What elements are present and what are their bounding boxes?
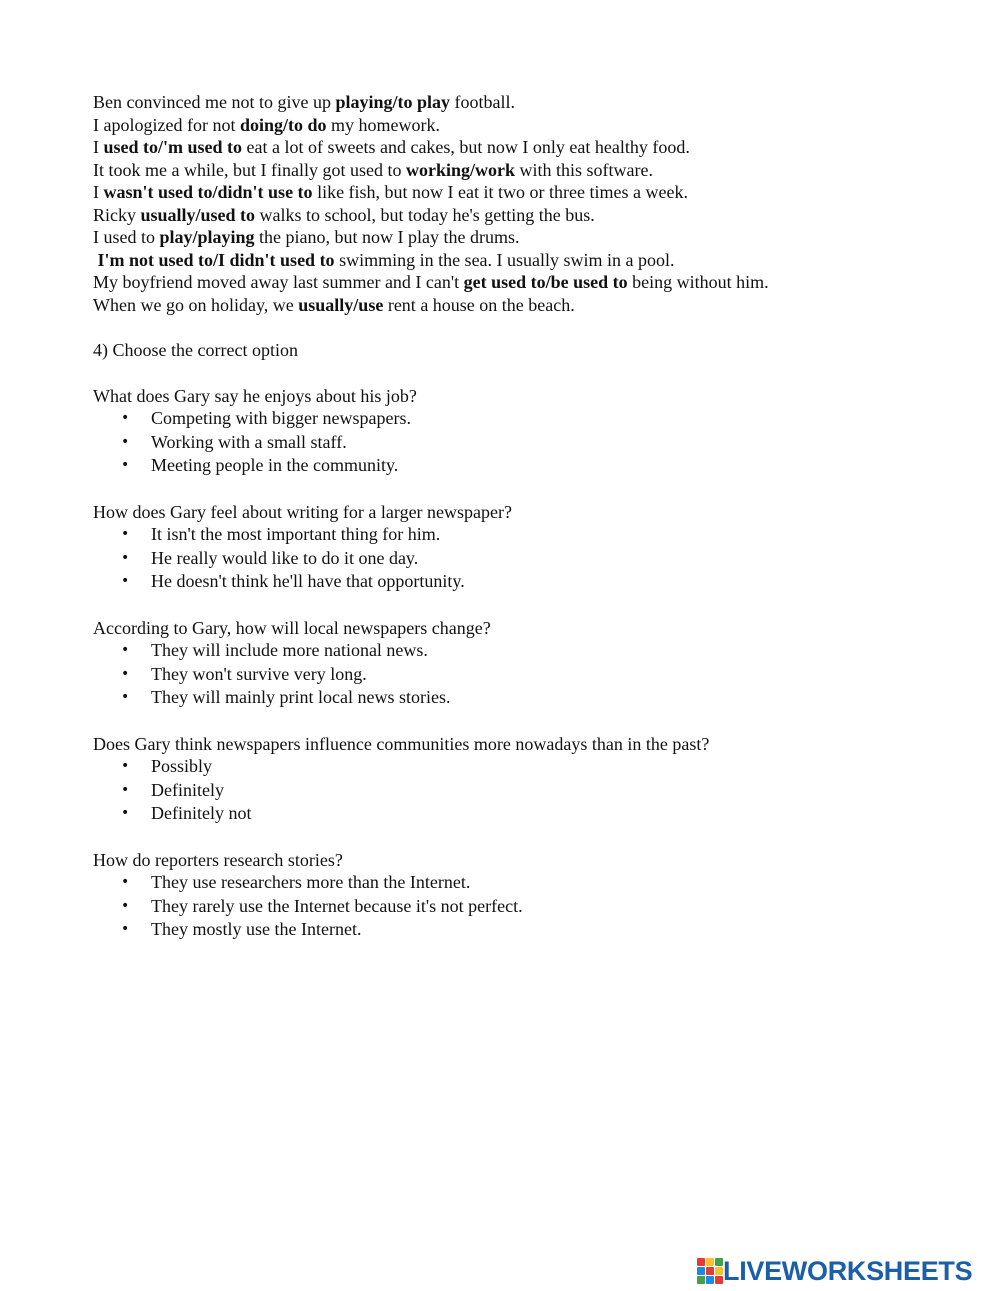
sentence-text: I bbox=[93, 182, 104, 202]
section-heading: 4) Choose the correct option bbox=[93, 340, 298, 360]
option-item[interactable]: • He really would like to do it one day. bbox=[93, 547, 973, 571]
option-list bbox=[93, 871, 973, 942]
sentence-text: Ben convinced me not to give up bbox=[93, 92, 336, 112]
option-item[interactable]: • Meeting people in the community. bbox=[93, 454, 973, 478]
answer-option[interactable]: get used to/be used to bbox=[463, 272, 628, 292]
question-block bbox=[93, 849, 973, 942]
question-block bbox=[93, 501, 973, 594]
sentence-text: It took me a while, but I finally got used to bbox=[93, 159, 406, 180]
answer-option[interactable]: playing/to play bbox=[335, 92, 450, 112]
option-item[interactable]: • They won't survive very long. bbox=[93, 663, 973, 687]
sentence-text: my homework. bbox=[326, 114, 440, 135]
sentence-line bbox=[93, 181, 973, 204]
liveworksheets-logo bbox=[697, 1255, 972, 1287]
question-block bbox=[93, 385, 973, 478]
sentence-line bbox=[93, 271, 973, 294]
sentence-text: rent a house on the beach. bbox=[383, 294, 575, 315]
option-item[interactable]: • Working with a small staff. bbox=[93, 431, 973, 455]
answer-option[interactable]: I'm not used to/I didn't used to bbox=[97, 249, 335, 270]
answer-option[interactable]: wasn't used to/didn't use to bbox=[103, 182, 313, 202]
sentence-line bbox=[93, 91, 973, 114]
option-item[interactable]: • He doesn't think he'll have that opportunity. bbox=[93, 570, 973, 594]
option-item[interactable]: • They rarely use the Internet because it's not perfect. bbox=[93, 895, 973, 919]
worksheet-page bbox=[93, 91, 973, 942]
sentence-text: When we go on holiday, we bbox=[93, 294, 299, 315]
answer-option[interactable]: doing/to do bbox=[239, 114, 327, 135]
option-item[interactable]: • They will include more national news. bbox=[93, 639, 973, 663]
sentence-line bbox=[93, 226, 973, 249]
sentence-line bbox=[93, 136, 973, 159]
question-block bbox=[93, 733, 973, 826]
answer-option[interactable]: usually/use bbox=[298, 294, 384, 315]
answer-option[interactable]: used to/'m used to bbox=[103, 137, 243, 157]
sentence-text: I bbox=[93, 137, 104, 157]
answer-option[interactable]: play/playing bbox=[159, 227, 255, 247]
sentence-text: the piano, but now I play the drums. bbox=[254, 227, 520, 247]
option-item[interactable]: • Definitely bbox=[93, 779, 973, 803]
option-item[interactable]: • Definitely not bbox=[93, 802, 973, 826]
option-item[interactable]: • Possibly bbox=[93, 755, 973, 779]
sentence-line bbox=[93, 249, 973, 272]
exercise-3-sentences bbox=[93, 91, 973, 316]
sentence-line bbox=[93, 159, 973, 182]
option-list bbox=[93, 755, 973, 826]
option-item[interactable]: • They use researchers more than the Internet. bbox=[93, 871, 973, 895]
sentence-text: eat a lot of sweets and cakes, but now I only eat healthy food. bbox=[242, 137, 690, 157]
logo-wordmark: LIVEWORKSHEETS bbox=[723, 1255, 973, 1286]
question-text: According to Gary, how will local newspapers change? bbox=[93, 617, 491, 638]
option-list bbox=[93, 523, 973, 594]
option-item[interactable]: • Competing with bigger newspapers. bbox=[93, 407, 973, 431]
sentence-text: being without him. bbox=[627, 272, 769, 292]
sentence-line bbox=[93, 204, 973, 227]
option-item[interactable]: • They will mainly print local news stories. bbox=[93, 686, 973, 710]
sentence-text: I apologized for not bbox=[93, 114, 240, 135]
question-block bbox=[93, 617, 973, 710]
liveworksheets-logo-icon bbox=[697, 1258, 721, 1284]
sentence-line bbox=[93, 114, 973, 137]
option-list bbox=[93, 407, 973, 478]
option-list bbox=[93, 639, 973, 710]
sentence-text: with this software. bbox=[514, 159, 653, 180]
question-text: How does Gary feel about writing for a larger newspaper? bbox=[93, 501, 513, 522]
sentence-text: walks to school, but today he's getting the bus. bbox=[255, 204, 595, 225]
question-text: What does Gary say he enjoys about his job? bbox=[93, 385, 417, 406]
sentence-text: Ricky bbox=[93, 204, 141, 225]
question-text: Does Gary think newspapers influence communities more nowadays than in the past? bbox=[93, 733, 710, 754]
option-item[interactable]: • They mostly use the Internet. bbox=[93, 918, 973, 942]
sentence-text: I used to bbox=[93, 227, 160, 247]
sentence-text: swimming in the sea. I usually swim in a pool. bbox=[334, 249, 675, 270]
question-text: How do reporters research stories? bbox=[93, 849, 343, 870]
sentence-line bbox=[93, 294, 973, 317]
option-item[interactable]: • It isn't the most important thing for him. bbox=[93, 523, 973, 547]
sentence-text: football. bbox=[449, 92, 515, 112]
answer-option[interactable]: usually/used to bbox=[140, 204, 256, 225]
sentence-text: like fish, but now I eat it two or three times a week. bbox=[312, 182, 688, 202]
sentence-text: My boyfriend moved away last summer and I can't bbox=[93, 272, 464, 292]
answer-option[interactable]: working/work bbox=[405, 159, 515, 180]
